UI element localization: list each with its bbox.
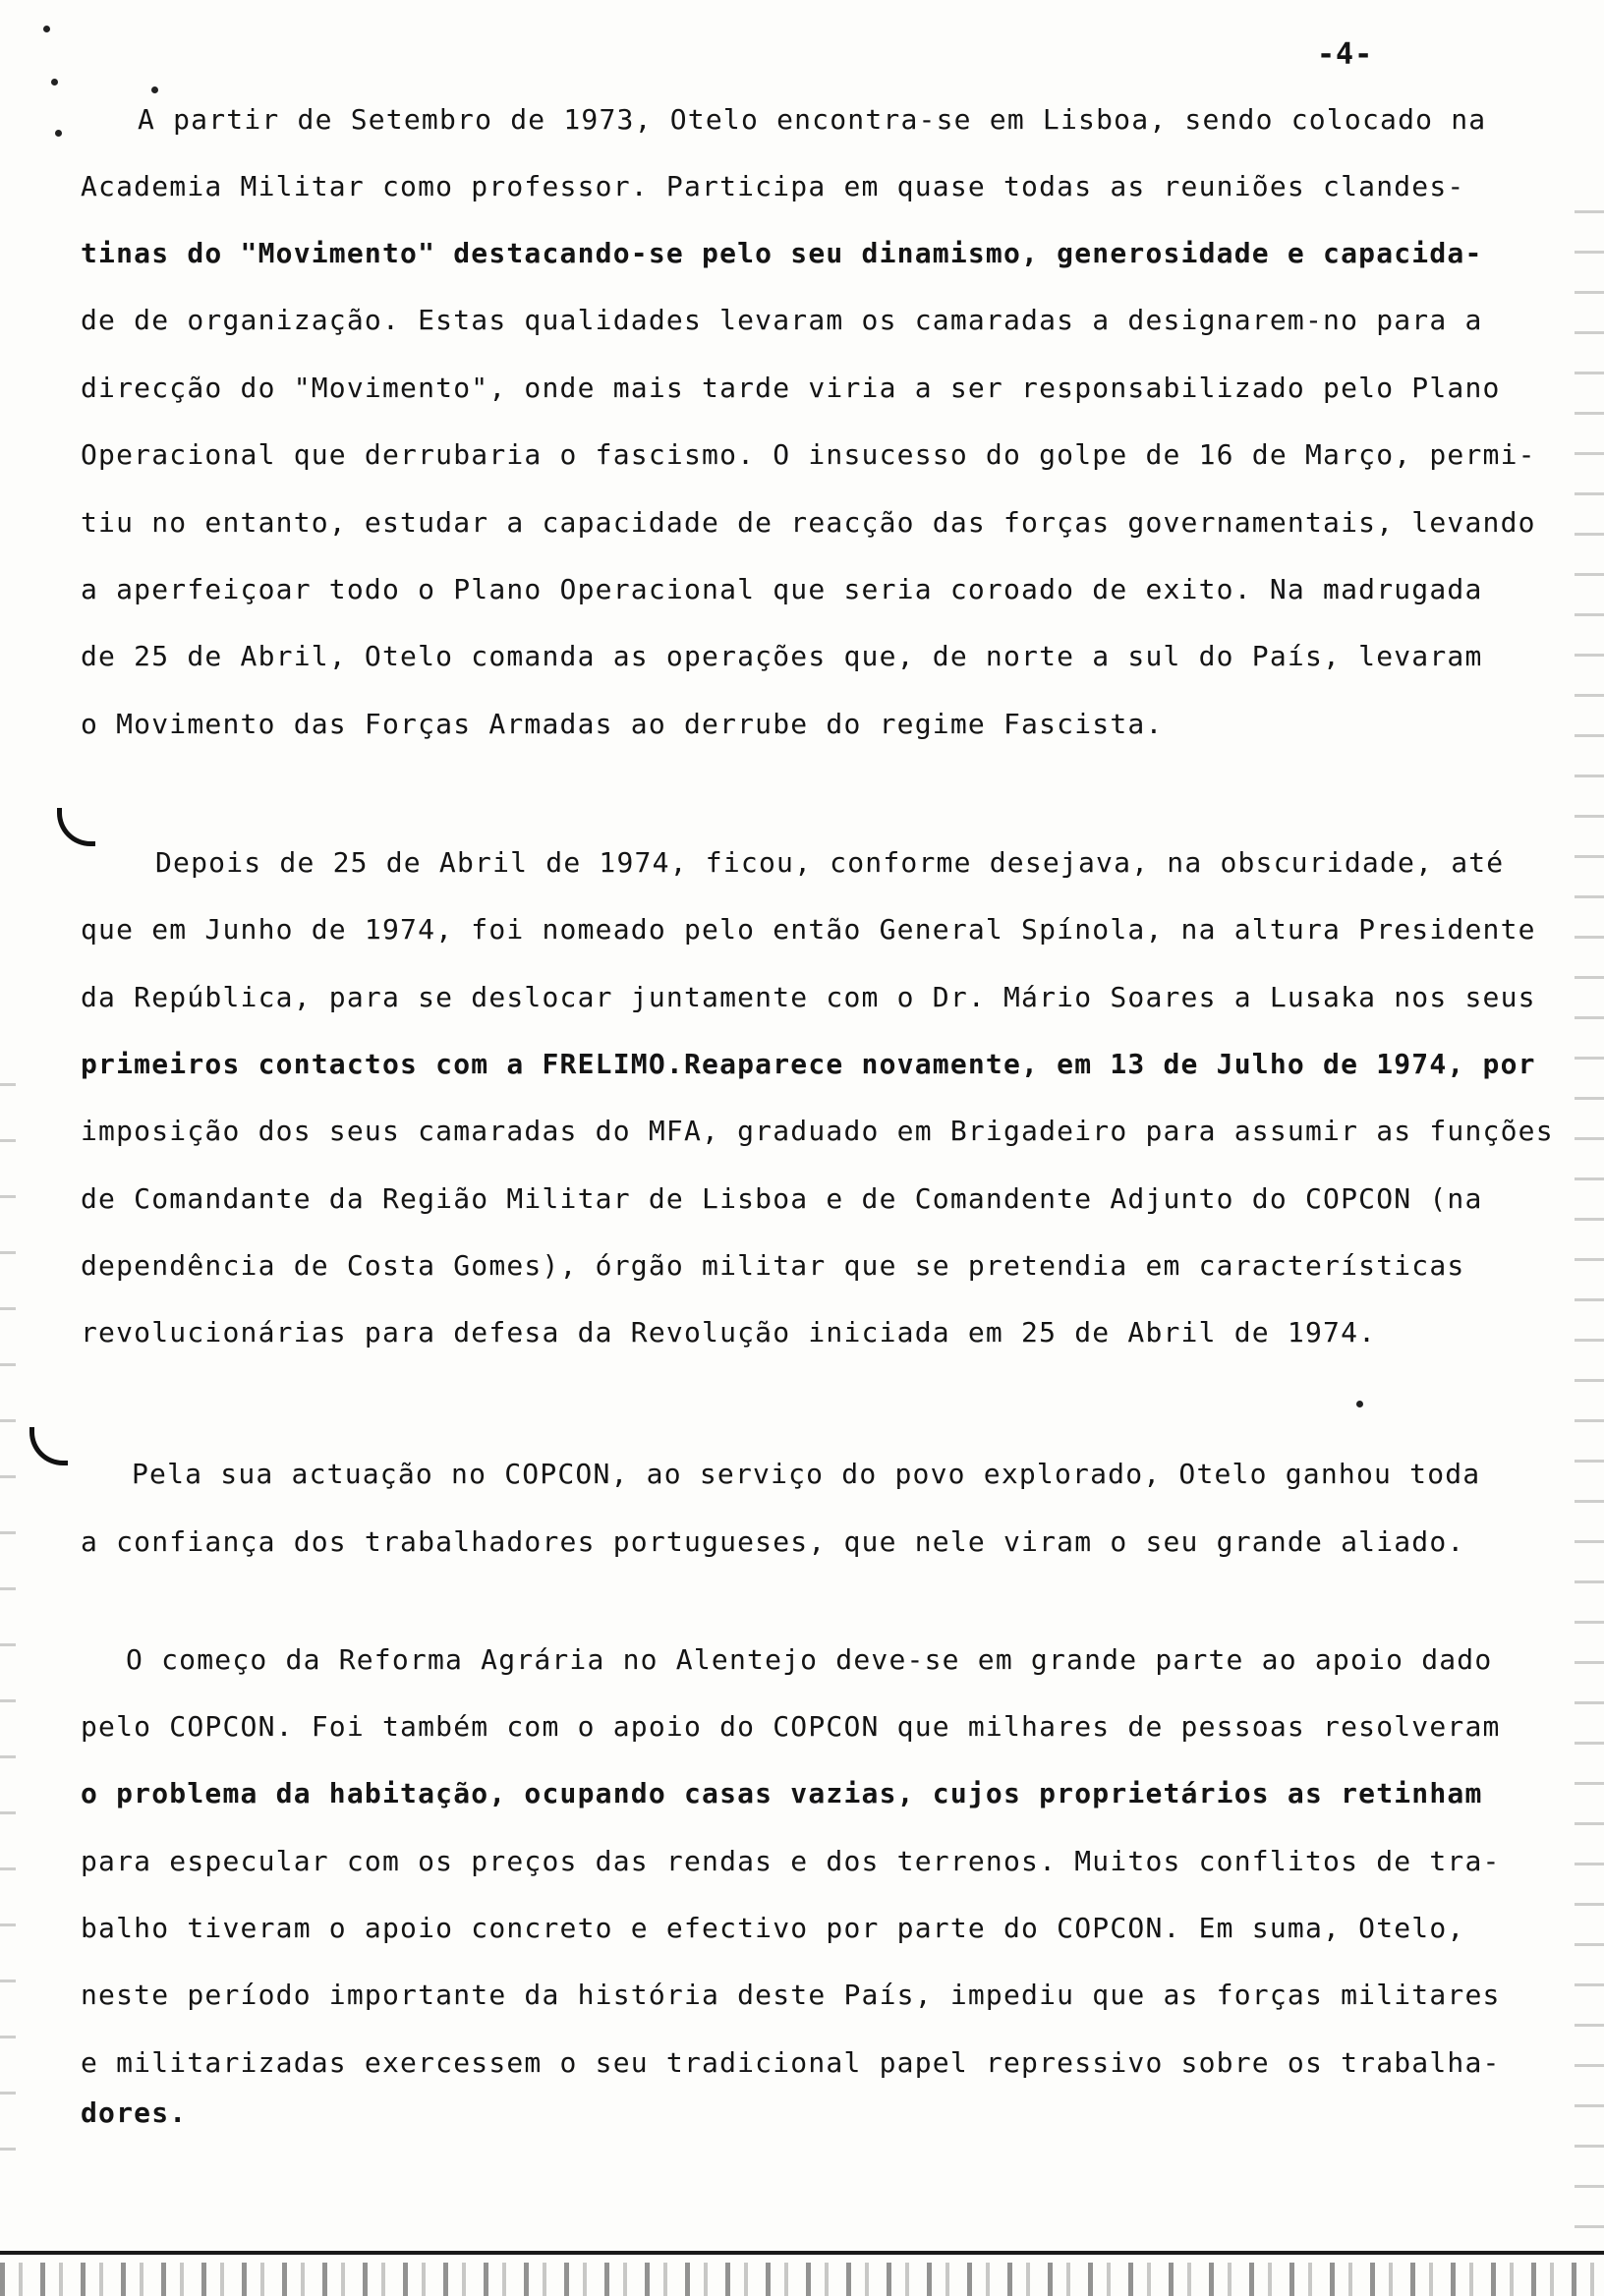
scan-speck: [151, 86, 158, 93]
text-line: Operacional que derrubaria o fascismo. O insucesso do golpe de 16 de Março, permi-: [81, 438, 1536, 471]
text-line: dependência de Costa Gomes), órgão militar que se pretendia em características: [81, 1249, 1465, 1282]
scan-bottom-noise: [0, 2263, 1604, 2296]
text-line: que em Junho de 1974, foi nomeado pelo então General Spínola, na altura Presidente: [81, 913, 1536, 946]
text-line: o Movimento das Forças Armadas ao derrube do regime Fascista.: [81, 708, 1164, 740]
text-line: O começo da Reforma Agrária no Alentejo deve-se em grande parte ao apoio dado: [126, 1643, 1493, 1676]
text-line: a aperfeiçoar todo o Plano Operacional que seria coroado de exito. Na madrugada: [81, 573, 1483, 605]
text-line: neste período importante da história deste País, impediu que as forças militares: [81, 1979, 1501, 2011]
text-line: balho tiveram o apoio concreto e efectivo por parte do COPCON. Em suma, Otelo,: [81, 1912, 1465, 1944]
page-number: -4-: [1317, 37, 1374, 72]
text-line: revolucionárias para defesa da Revolução iniciada em 25 de Abril de 1974.: [81, 1316, 1377, 1349]
scan-edge-noise: [0, 1062, 16, 2202]
text-line: a confiança dos trabalhadores portugueses, que nele viram o seu grande aliado.: [81, 1525, 1465, 1558]
text-line: de de organização. Estas qualidades levaram os camaradas a designarem-no para a: [81, 304, 1483, 336]
scan-speck: [55, 130, 62, 137]
scan-speck: [51, 79, 58, 86]
text-line: tiu no entanto, estudar a capacidade de reacção das forças governamentais, levando: [81, 506, 1536, 539]
text-line: A partir de Setembro de 1973, Otelo encontra-se em Lisboa, sendo colocado na: [138, 103, 1487, 136]
text-line: dores.: [81, 2096, 188, 2129]
text-line: para especular com os preços das rendas e dos terrenos. Muitos conflitos de tra-: [81, 1845, 1501, 1877]
scan-speck: [1356, 1401, 1363, 1407]
text-line: e militarizadas exercessem o seu tradicional papel repressivo sobre os trabalha-: [81, 2046, 1501, 2079]
text-line: de 25 de Abril, Otelo comanda as operações que, de norte a sul do País, levaram: [81, 640, 1483, 672]
text-line: Academia Militar como professor. Participa em quase todas as reuniões clandes-: [81, 170, 1465, 202]
text-line: Depois de 25 de Abril de 1974, ficou, conforme desejava, na obscuridade, até: [155, 846, 1505, 879]
text-line: o problema da habitação, ocupando casas vazias, cujos proprietários as retinham: [81, 1777, 1483, 1809]
text-line: da República, para se deslocar juntamente com o Dr. Mário Soares a Lusaka nos seus: [81, 981, 1536, 1013]
text-line: tinas do "Movimento" destacando-se pelo seu dinamismo, generosidade e capacida-: [81, 237, 1483, 269]
text-line: de Comandante da Região Militar de Lisboa e de Comandente Adjunto do COPCON (na: [81, 1182, 1483, 1215]
text-line: Pela sua actuação no COPCON, ao serviço do povo explorado, Otelo ganhou toda: [132, 1458, 1481, 1490]
text-line: imposição dos seus camaradas do MFA, graduado em Brigadeiro para assumir as funções: [81, 1115, 1554, 1147]
scan-edge-noise: [1575, 197, 1604, 2261]
text-line: direcção do "Movimento", onde mais tarde viria a ser responsabilizado pelo Plano: [81, 372, 1501, 404]
text-line: primeiros contactos com a FRELIMO.Reaparece novamente, em 13 de Julho de 1974, por: [81, 1048, 1536, 1080]
margin-bracket-mark: [57, 808, 95, 846]
bottom-rule: [0, 2251, 1604, 2255]
margin-bracket-mark: [29, 1427, 68, 1465]
scan-speck: [43, 26, 50, 32]
text-line: pelo COPCON. Foi também com o apoio do COPCON que milhares de pessoas resolveram: [81, 1710, 1501, 1743]
